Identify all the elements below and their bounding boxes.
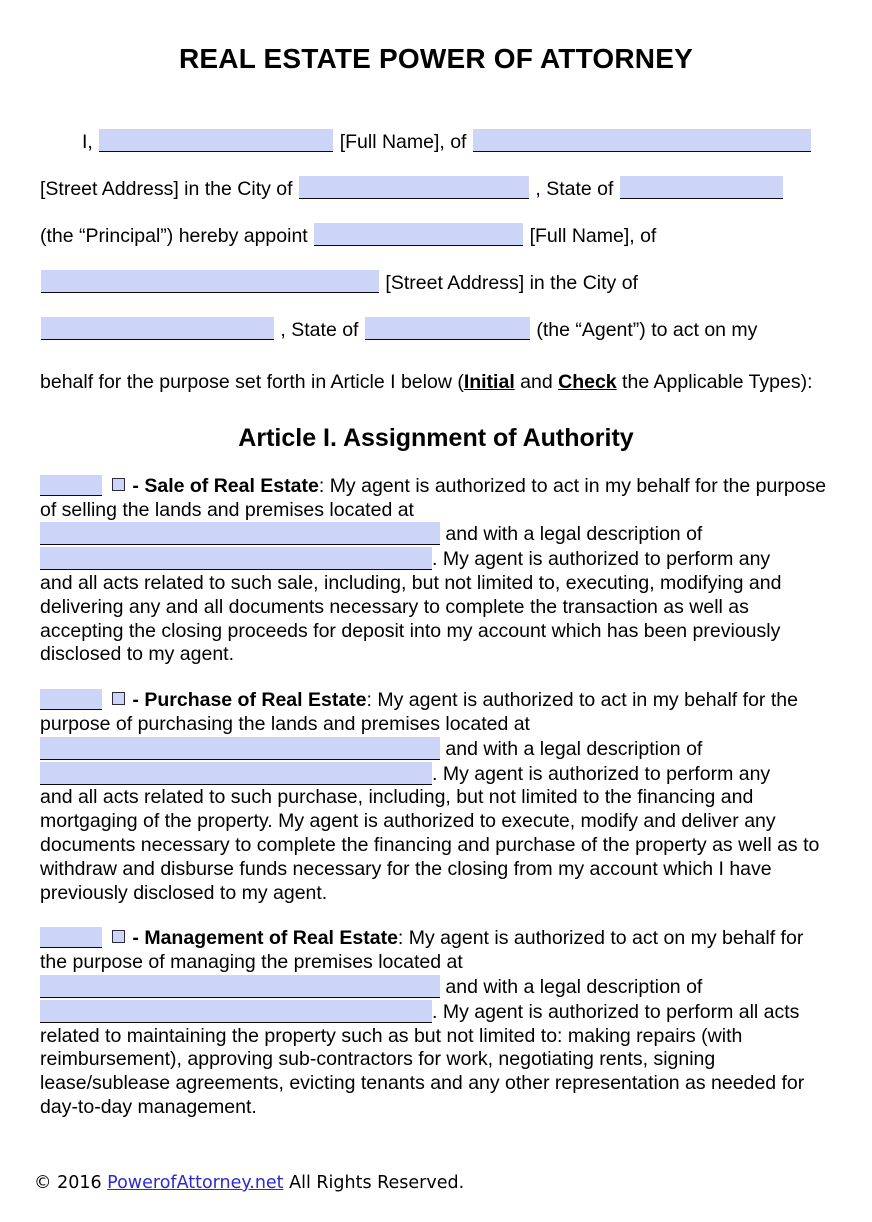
powerofattorney-link[interactable]: PowerofAttorney.net <box>107 1173 284 1193</box>
section-purchase-of-real-estate <box>40 689 832 905</box>
principal-state-field[interactable] <box>620 176 783 199</box>
section-purchase-lead-paragraph <box>40 689 832 737</box>
intro-line-2-prefix: [Street Address] in the City of <box>40 177 293 200</box>
section-management-legal-desc-line <box>40 1000 832 1025</box>
intro-line-1-suffix: [Full Name], of <box>339 130 467 153</box>
purchase-lead-text: My agent is authorized to act in my behalf for the purpose of purchasing the lands and premises located at <box>40 689 798 735</box>
purchase-label: Purchase of Real Estate <box>144 689 367 712</box>
sale-property-address-field[interactable] <box>40 522 440 545</box>
introduction-block <box>40 119 832 397</box>
purchase-mid-text: and with a legal description of <box>445 737 703 760</box>
management-after-second-blank: . My agent is authorized to perform all acts <box>432 1000 800 1023</box>
section-management-rest-paragraph: related to maintaining the property such as but not limited to: making repairs (with reimbursement), approving sub-contractors for work, negotiating rents, signing lease/sublease agreements, evicting tenants and any other representation as needed for day-to-day management. <box>40 1024 805 1118</box>
intro-line-5-prefix: , State of <box>280 318 359 341</box>
section-sale-property-line <box>40 522 832 547</box>
sale-mid-text: and with a legal description of <box>445 523 703 546</box>
sale-lead-text: My agent is authorized to act in my behalf for the purpose of selling the lands and premises located at <box>40 474 827 521</box>
purchase-legal-description-field[interactable] <box>40 762 432 785</box>
sale-checkbox[interactable] <box>112 478 125 491</box>
management-legal-description-field[interactable] <box>40 1000 432 1023</box>
section-purchase-legal-desc-line <box>40 762 832 787</box>
intro-line-3-prefix: (the “Principal”) hereby appoint <box>40 224 308 247</box>
management-checkbox[interactable] <box>112 930 125 943</box>
section-management-property-line <box>40 975 832 1000</box>
purchase-property-address-field[interactable] <box>40 737 440 760</box>
intro-line-1 <box>40 119 832 166</box>
intro-line-2 <box>40 166 832 213</box>
agent-state-field[interactable] <box>365 317 530 340</box>
intro-line-6-c: the Applicable Types): <box>616 370 813 393</box>
purchase-initial-field[interactable] <box>40 689 102 710</box>
page-title: REAL ESTATE POWER OF ATTORNEY <box>179 43 693 74</box>
intro-line-4 <box>40 260 832 307</box>
sale-legal-description-field[interactable] <box>40 547 432 570</box>
management-lead-text: My agent is authorized to act on my behalf for the purpose of managing the premises located at <box>40 927 804 974</box>
intro-line-3-suffix: [Full Name], of <box>529 224 657 247</box>
section-purchase-property-line <box>40 737 832 762</box>
management-initial-field[interactable] <box>40 927 102 948</box>
section-sale-legal-desc-line <box>40 547 832 572</box>
management-mid-text: and with a legal description of <box>445 975 703 998</box>
footer <box>34 1173 464 1194</box>
management-colon: : <box>397 927 409 950</box>
article-i-heading: Article I. Assignment of Authority <box>238 423 634 452</box>
intro-line-6-a: behalf for the purpose set forth in Article I below ( <box>40 370 464 393</box>
purchase-dash: - <box>127 689 145 712</box>
section-management-lead-paragraph <box>40 927 832 975</box>
intro-line-3 <box>40 213 832 260</box>
agent-city-field[interactable] <box>41 317 274 340</box>
management-label: Management of Real Estate <box>144 927 398 950</box>
section-sale-lead-paragraph <box>40 475 832 523</box>
principal-city-field[interactable] <box>299 176 529 199</box>
copyright-text: © 2016 <box>34 1173 108 1193</box>
sale-label: Sale of Real Estate <box>144 474 319 497</box>
intro-line-6-b: and <box>514 370 559 393</box>
section-sale-of-real-estate <box>40 475 832 667</box>
sale-after-second-blank: . My agent is authorized to perform any <box>432 548 771 571</box>
intro-line-1-prefix: I, <box>82 130 93 153</box>
intro-line-4-suffix: [Street Address] in the City of <box>385 271 638 294</box>
management-dash: - <box>127 927 145 950</box>
principal-full-name-field[interactable] <box>99 129 333 152</box>
sale-dash: - <box>127 474 145 497</box>
intro-line-5 <box>40 307 832 354</box>
sale-initial-field[interactable] <box>40 475 102 496</box>
intro-line-5-suffix: (the “Agent”) to act on my <box>536 318 758 341</box>
intro-line-6 <box>40 368 832 397</box>
rights-reserved-text: All Rights Reserved. <box>283 1173 465 1193</box>
purchase-colon: : <box>366 689 378 712</box>
purchase-checkbox[interactable] <box>112 692 125 705</box>
sale-colon: : <box>318 474 330 497</box>
agent-street-address-field[interactable] <box>41 270 379 293</box>
management-property-address-field[interactable] <box>40 975 440 998</box>
check-emphasis: Check <box>558 370 617 393</box>
initial-emphasis: Initial <box>463 370 515 393</box>
intro-line-2-suffix: , State of <box>535 177 614 200</box>
purchase-after-second-blank: . My agent is authorized to perform any <box>432 762 771 785</box>
section-sale-rest-paragraph: and all acts related to such sale, including, but not limited to, executing, modifying and delivering any and all documents necessary to complete the transaction as well as accepting the closing proceeds for deposit into my account which has been previously disclosed to my agent. <box>40 571 782 666</box>
agent-full-name-field[interactable] <box>314 223 523 246</box>
section-purchase-rest-paragraph: and all acts related to such purchase, including, but not limited to the financing and mortgaging of the property. My agent is authorized to execute, modify and deliver any documents necessary to complete the financing and purchase of the property as well as to withdraw and disburse funds necessary for the closing from my account which I have previously disclosed to my agent. <box>40 786 820 904</box>
principal-street-address-field[interactable] <box>473 129 811 152</box>
section-management-of-real-estate <box>40 927 832 1119</box>
